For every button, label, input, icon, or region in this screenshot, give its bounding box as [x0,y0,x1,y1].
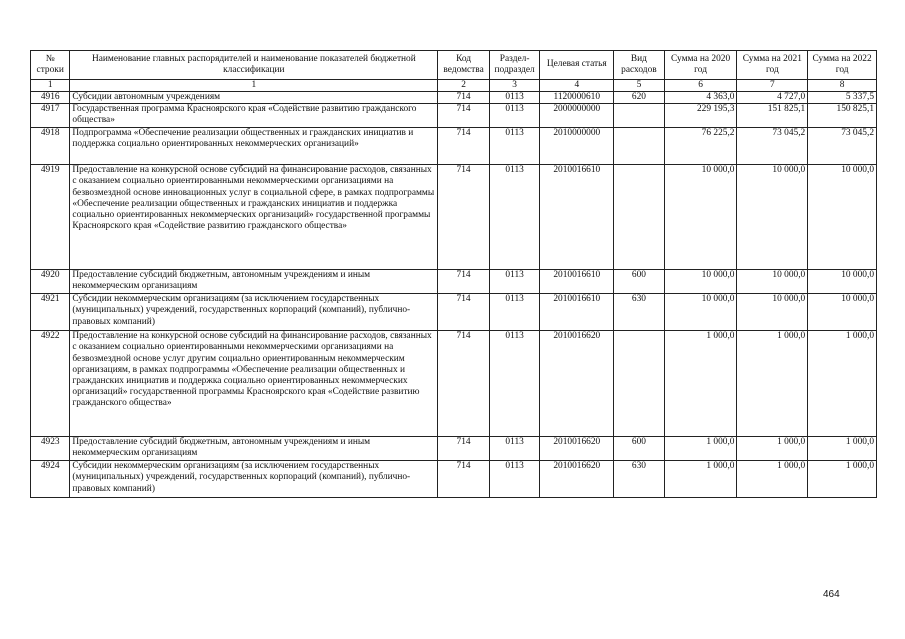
row-section: 0113 [489,331,540,437]
row-target: 2010016620 [540,437,614,461]
row-number: 4921 [31,294,70,331]
row-name: Предоставление субсидий бюджетным, автономным учреждениям и иным некоммерческим организациям [70,437,438,461]
row-number: 4924 [31,461,70,498]
row-sum-2022: 1 000,0 [808,461,877,498]
row-sum-2021: 1 000,0 [737,461,808,498]
table-row [31,270,877,294]
row-sum-2022: 5 337,5 [808,92,877,104]
row-sum-2020: 76 225,2 [664,128,737,165]
row-expense-type [614,104,665,128]
column-number: 4 [540,80,614,92]
row-target: 2000000000 [540,104,614,128]
row-section: 0113 [489,437,540,461]
page-number: 464 [823,589,840,600]
column-number: 1 [31,80,70,92]
row-number: 4917 [31,104,70,128]
row-dept-code: 714 [438,92,490,104]
header-sum-2021: Сумма на 2021 год [737,51,808,80]
table-row [31,294,877,331]
table-row [31,461,877,498]
row-expense-type [614,128,665,165]
row-target: 1120000610 [540,92,614,104]
header-dept-code: Код ведомства [438,51,490,80]
row-expense-type: 600 [614,270,665,294]
row-expense-type: 630 [614,294,665,331]
row-sum-2021: 10 000,0 [737,294,808,331]
row-target: 2010016610 [540,270,614,294]
row-expense-type: 630 [614,461,665,498]
row-section: 0113 [489,165,540,270]
row-sum-2021: 1 000,0 [737,437,808,461]
row-sum-2022: 10 000,0 [808,270,877,294]
table-row [31,92,877,104]
row-section: 0113 [489,92,540,104]
row-sum-2022: 10 000,0 [808,165,877,270]
row-name: Предоставление на конкурсной основе субсидий на финансирование расходов, связанных с оказанием социально ориентированными некоммерческими организациями на безвозмездной основе инновационных услуг в социальной сфере, в рамках подпрограммы «Обеспечение реализации общественных и гражданских инициатив и поддержка социально ориентированных некоммерческих организаций» государственной программы Красноярского края «Содействие развитию гражданского общества» [70,165,438,270]
row-name: Субсидии некоммерческим организациям (за исключением государственных (муниципальных) учреждений, государственных корпораций (компаний), публично-правовых компаний) [70,294,438,331]
row-dept-code: 714 [438,461,490,498]
row-section: 0113 [489,128,540,165]
row-section: 0113 [489,461,540,498]
header-row [31,51,877,80]
column-number: 8 [808,80,877,92]
row-sum-2020: 1 000,0 [664,437,737,461]
row-number: 4918 [31,128,70,165]
table-row [31,104,877,128]
column-number: 7 [737,80,808,92]
column-number: 1 [70,80,438,92]
header-name: Наименование главных распорядителей и наименование показателей бюджетной классификации [70,51,438,80]
row-target: 2010000000 [540,128,614,165]
row-sum-2020: 4 363,0 [664,92,737,104]
row-sum-2022: 1 000,0 [808,331,877,437]
row-sum-2020: 10 000,0 [664,270,737,294]
row-dept-code: 714 [438,294,490,331]
row-name: Предоставление на конкурсной основе субсидий на финансирование расходов, связанных с оказанием социально ориентированными некоммерческими организациями на безвозмездной основе услуг другим социально ориентированным некоммерческим организациям, в рамках подпрограммы «Обеспечение реализации общественных и гражданских инициатив и поддержка социально ориентированных некоммерческих организаций» государственной программы Красноярского края «Содействие развитию гражданского общества» [70,331,438,437]
row-dept-code: 714 [438,128,490,165]
row-target: 2010016620 [540,461,614,498]
row-name: Субсидии автономным учреждениям [70,92,438,104]
row-sum-2022: 10 000,0 [808,294,877,331]
header-target: Целевая статья [540,51,614,80]
row-section: 0113 [489,104,540,128]
row-section: 0113 [489,294,540,331]
row-sum-2021: 4 727,0 [737,92,808,104]
row-sum-2020: 229 195,3 [664,104,737,128]
row-target: 2010016610 [540,294,614,331]
row-name: Субсидии некоммерческим организациям (за исключением государственных (муниципальных) учреждений, государственных корпораций (компаний), публично-правовых компаний) [70,461,438,498]
column-number: 6 [664,80,737,92]
row-dept-code: 714 [438,165,490,270]
row-sum-2020: 1 000,0 [664,461,737,498]
row-target: 2010016610 [540,165,614,270]
row-name: Предоставление субсидий бюджетным, автономным учреждениям и иным некоммерческим организациям [70,270,438,294]
row-sum-2020: 1 000,0 [664,331,737,437]
row-name: Подпрограмма «Обеспечение реализации общественных и гражданских инициатив и поддержка социально ориентированных некоммерческих организаций» [70,128,438,165]
row-sum-2021: 151 825,1 [737,104,808,128]
table-row [31,128,877,165]
row-expense-type: 620 [614,92,665,104]
column-number: 3 [489,80,540,92]
row-sum-2021: 10 000,0 [737,165,808,270]
table-row [31,331,877,437]
budget-table [30,50,877,498]
header-sum-2022: Сумма на 2022 год [808,51,877,80]
row-sum-2020: 10 000,0 [664,165,737,270]
row-section: 0113 [489,270,540,294]
row-dept-code: 714 [438,270,490,294]
table-body [31,92,877,498]
row-number: 4922 [31,331,70,437]
table-row [31,165,877,270]
row-sum-2021: 73 045,2 [737,128,808,165]
row-sum-2021: 10 000,0 [737,270,808,294]
column-number-row [31,80,877,92]
row-number: 4916 [31,92,70,104]
row-number: 4920 [31,270,70,294]
row-expense-type [614,165,665,270]
header-sum-2020: Сумма на 2020 год [664,51,737,80]
row-target: 2010016620 [540,331,614,437]
row-sum-2020: 10 000,0 [664,294,737,331]
column-number: 5 [614,80,665,92]
row-expense-type [614,331,665,437]
row-dept-code: 714 [438,104,490,128]
header-section: Раздел-подраздел [489,51,540,80]
table-row [31,437,877,461]
row-sum-2021: 1 000,0 [737,331,808,437]
row-sum-2022: 1 000,0 [808,437,877,461]
row-sum-2022: 150 825,1 [808,104,877,128]
row-expense-type: 600 [614,437,665,461]
header-expense-type: Вид расходов [614,51,665,80]
row-name: Государственная программа Красноярского края «Содействие развитию гражданского общества» [70,104,438,128]
header-row-no: № строки [31,51,70,80]
row-number: 4923 [31,437,70,461]
column-number: 2 [438,80,490,92]
row-dept-code: 714 [438,331,490,437]
row-number: 4919 [31,165,70,270]
row-dept-code: 714 [438,437,490,461]
row-sum-2022: 73 045,2 [808,128,877,165]
